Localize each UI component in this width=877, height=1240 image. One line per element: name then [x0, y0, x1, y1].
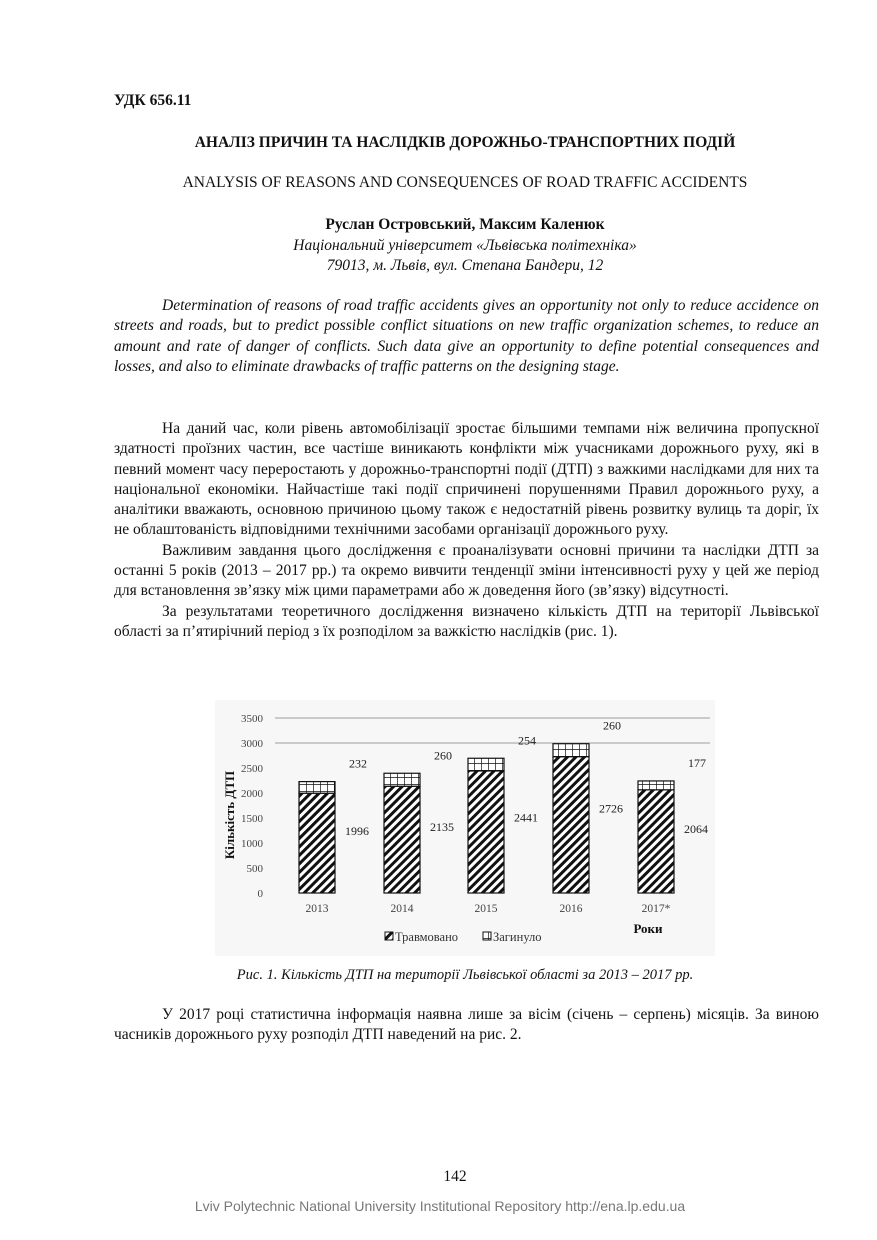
- data-label-killed: 260: [434, 748, 452, 763]
- y-tick-label: 0: [257, 888, 263, 900]
- udk-code: УДК 656.11: [114, 92, 192, 109]
- bar-killed: [468, 758, 504, 771]
- figure-1-chart: [215, 700, 715, 956]
- affiliation: Національний університет «Львівська політехніка»: [293, 237, 637, 254]
- data-label-injured: 2441: [514, 810, 538, 825]
- y-tick-label: 500: [246, 863, 263, 875]
- bar-killed: [299, 782, 335, 794]
- body-text-continued: [114, 1005, 819, 1046]
- gridlines: [275, 718, 710, 743]
- stacked-bar-chart: [215, 700, 715, 956]
- bar-injured: [638, 790, 674, 893]
- abstract: [114, 296, 819, 377]
- bar-killed: [638, 781, 674, 790]
- page-number: 142: [443, 1168, 467, 1185]
- paragraph-1: На даний час, коли рівень автомобілізації зростає більшими темпами ніж величина пропускної здатності проїзних частин, все частіше виникають конфлікти між учасниками дорожнього руху, які в певний момент часу переростають у дорожньо-транспортні події (ДТП) з важкими наслідками для них та національної економіки. Найчастіше такі події спричинені порушеннями Правил дорожнього руху, а аналітики вважають, основною причиною цьому також є недостатній рівень розвитку вулиць та доріг, їх не облаштованість відповідними технічними засобами організації дорожнього руху.: [114, 420, 819, 539]
- data-label-injured: 2726: [599, 801, 623, 816]
- x-tick-label: 2017*: [641, 903, 671, 915]
- bar-killed: [384, 773, 420, 786]
- bar-injured: [553, 757, 589, 893]
- figure-caption: Рис. 1. Кількість ДТП на території Львівської області за 2013 – 2017 рр.: [236, 967, 694, 983]
- data-label-killed: 177: [688, 755, 706, 770]
- x-tick-label: 2014: [390, 903, 414, 915]
- paragraph-2: Важливим завдання цього дослідження є проаналізувати основні причини та наслідки ДТП за останні 5 років (2013 – 2017 рр.) та окремо вивчити тенденції зміни інтенсивності руху у цей же період для встановлення зв’язку між цими параметрами або ж доведення його (зв’язку) відсутності.: [114, 541, 819, 600]
- data-label-killed: 254: [518, 733, 536, 748]
- data-label-injured: 1996: [345, 824, 369, 839]
- bar-injured: [384, 786, 420, 893]
- abstract-text: Determination of reasons of road traffic accidents gives an opportunity not only to reduce accidence on streets and roads, but to predict possible conflict situations on new traffic organization schemes, to reduce an amount and rate of danger of conflicts. Such data give an opportunity to define potential consequences and losses, and also to eliminate drawbacks of traffic patterns on the designing stage.: [114, 297, 819, 375]
- address: 79013, м. Львів, вул. Степана Бандери, 12: [326, 257, 604, 274]
- bars: [299, 719, 708, 893]
- x-axis-label: Роки: [633, 921, 663, 936]
- legend: [385, 930, 542, 944]
- bar-killed: [553, 744, 589, 757]
- x-axis-ticks: [306, 903, 671, 915]
- legend-swatch-injured: [385, 932, 393, 940]
- repository-footer: Lviv Polytechnic National University Institutional Repository http://ena.lp.edu.ua: [194, 1198, 686, 1214]
- data-label-injured: 2064: [684, 822, 708, 837]
- legend-label-killed: Загинуло: [493, 930, 542, 944]
- title-ukrainian: АНАЛІЗ ПРИЧИН ТА НАСЛІДКІВ ДОРОЖНЬО-ТРАНСПОРТНИХ ПОДІЙ: [194, 134, 736, 151]
- y-tick-label: 2500: [241, 763, 263, 775]
- legend-label-injured: Травмовано: [395, 930, 459, 944]
- y-tick-label: 2000: [241, 788, 263, 800]
- x-tick-label: 2015: [474, 903, 498, 915]
- title-english: ANALYSIS OF REASONS AND CONSEQUENCES OF ROAD TRAFFIC ACCIDENTS: [182, 174, 748, 191]
- paragraph-3: За результатами теоретичного дослідження визначено кількість ДТП на території Львівської області за п’ятирічний період з їх розподілом за важкістю наслідків (рис. 1).: [114, 602, 819, 640]
- data-label-killed: 260: [603, 718, 621, 733]
- paragraph-4: У 2017 році статистична інформація наявна лише за вісім (січень – серпень) місяців. За виною часників дорожнього руху розподіл ДТП наведений на рис. 2.: [114, 1006, 819, 1044]
- x-tick-label: 2016: [559, 903, 583, 915]
- y-tick-label: 1000: [241, 838, 263, 850]
- x-tick-label: 2013: [305, 903, 329, 915]
- body-text: [114, 419, 819, 642]
- y-tick-label: 3000: [241, 738, 263, 750]
- data-label-killed: 232: [349, 756, 367, 771]
- authors: Руслан Островський, Максим Каленюк: [325, 216, 605, 233]
- y-axis-label: Кількість ДТП: [222, 770, 237, 860]
- y-axis-ticks: [241, 713, 264, 900]
- legend-swatch-killed: [483, 932, 491, 940]
- bar-injured: [299, 793, 335, 893]
- y-tick-label: 1500: [241, 813, 263, 825]
- y-tick-label: 3500: [241, 713, 263, 725]
- bar-injured: [468, 771, 504, 893]
- data-label-injured: 2135: [430, 819, 454, 834]
